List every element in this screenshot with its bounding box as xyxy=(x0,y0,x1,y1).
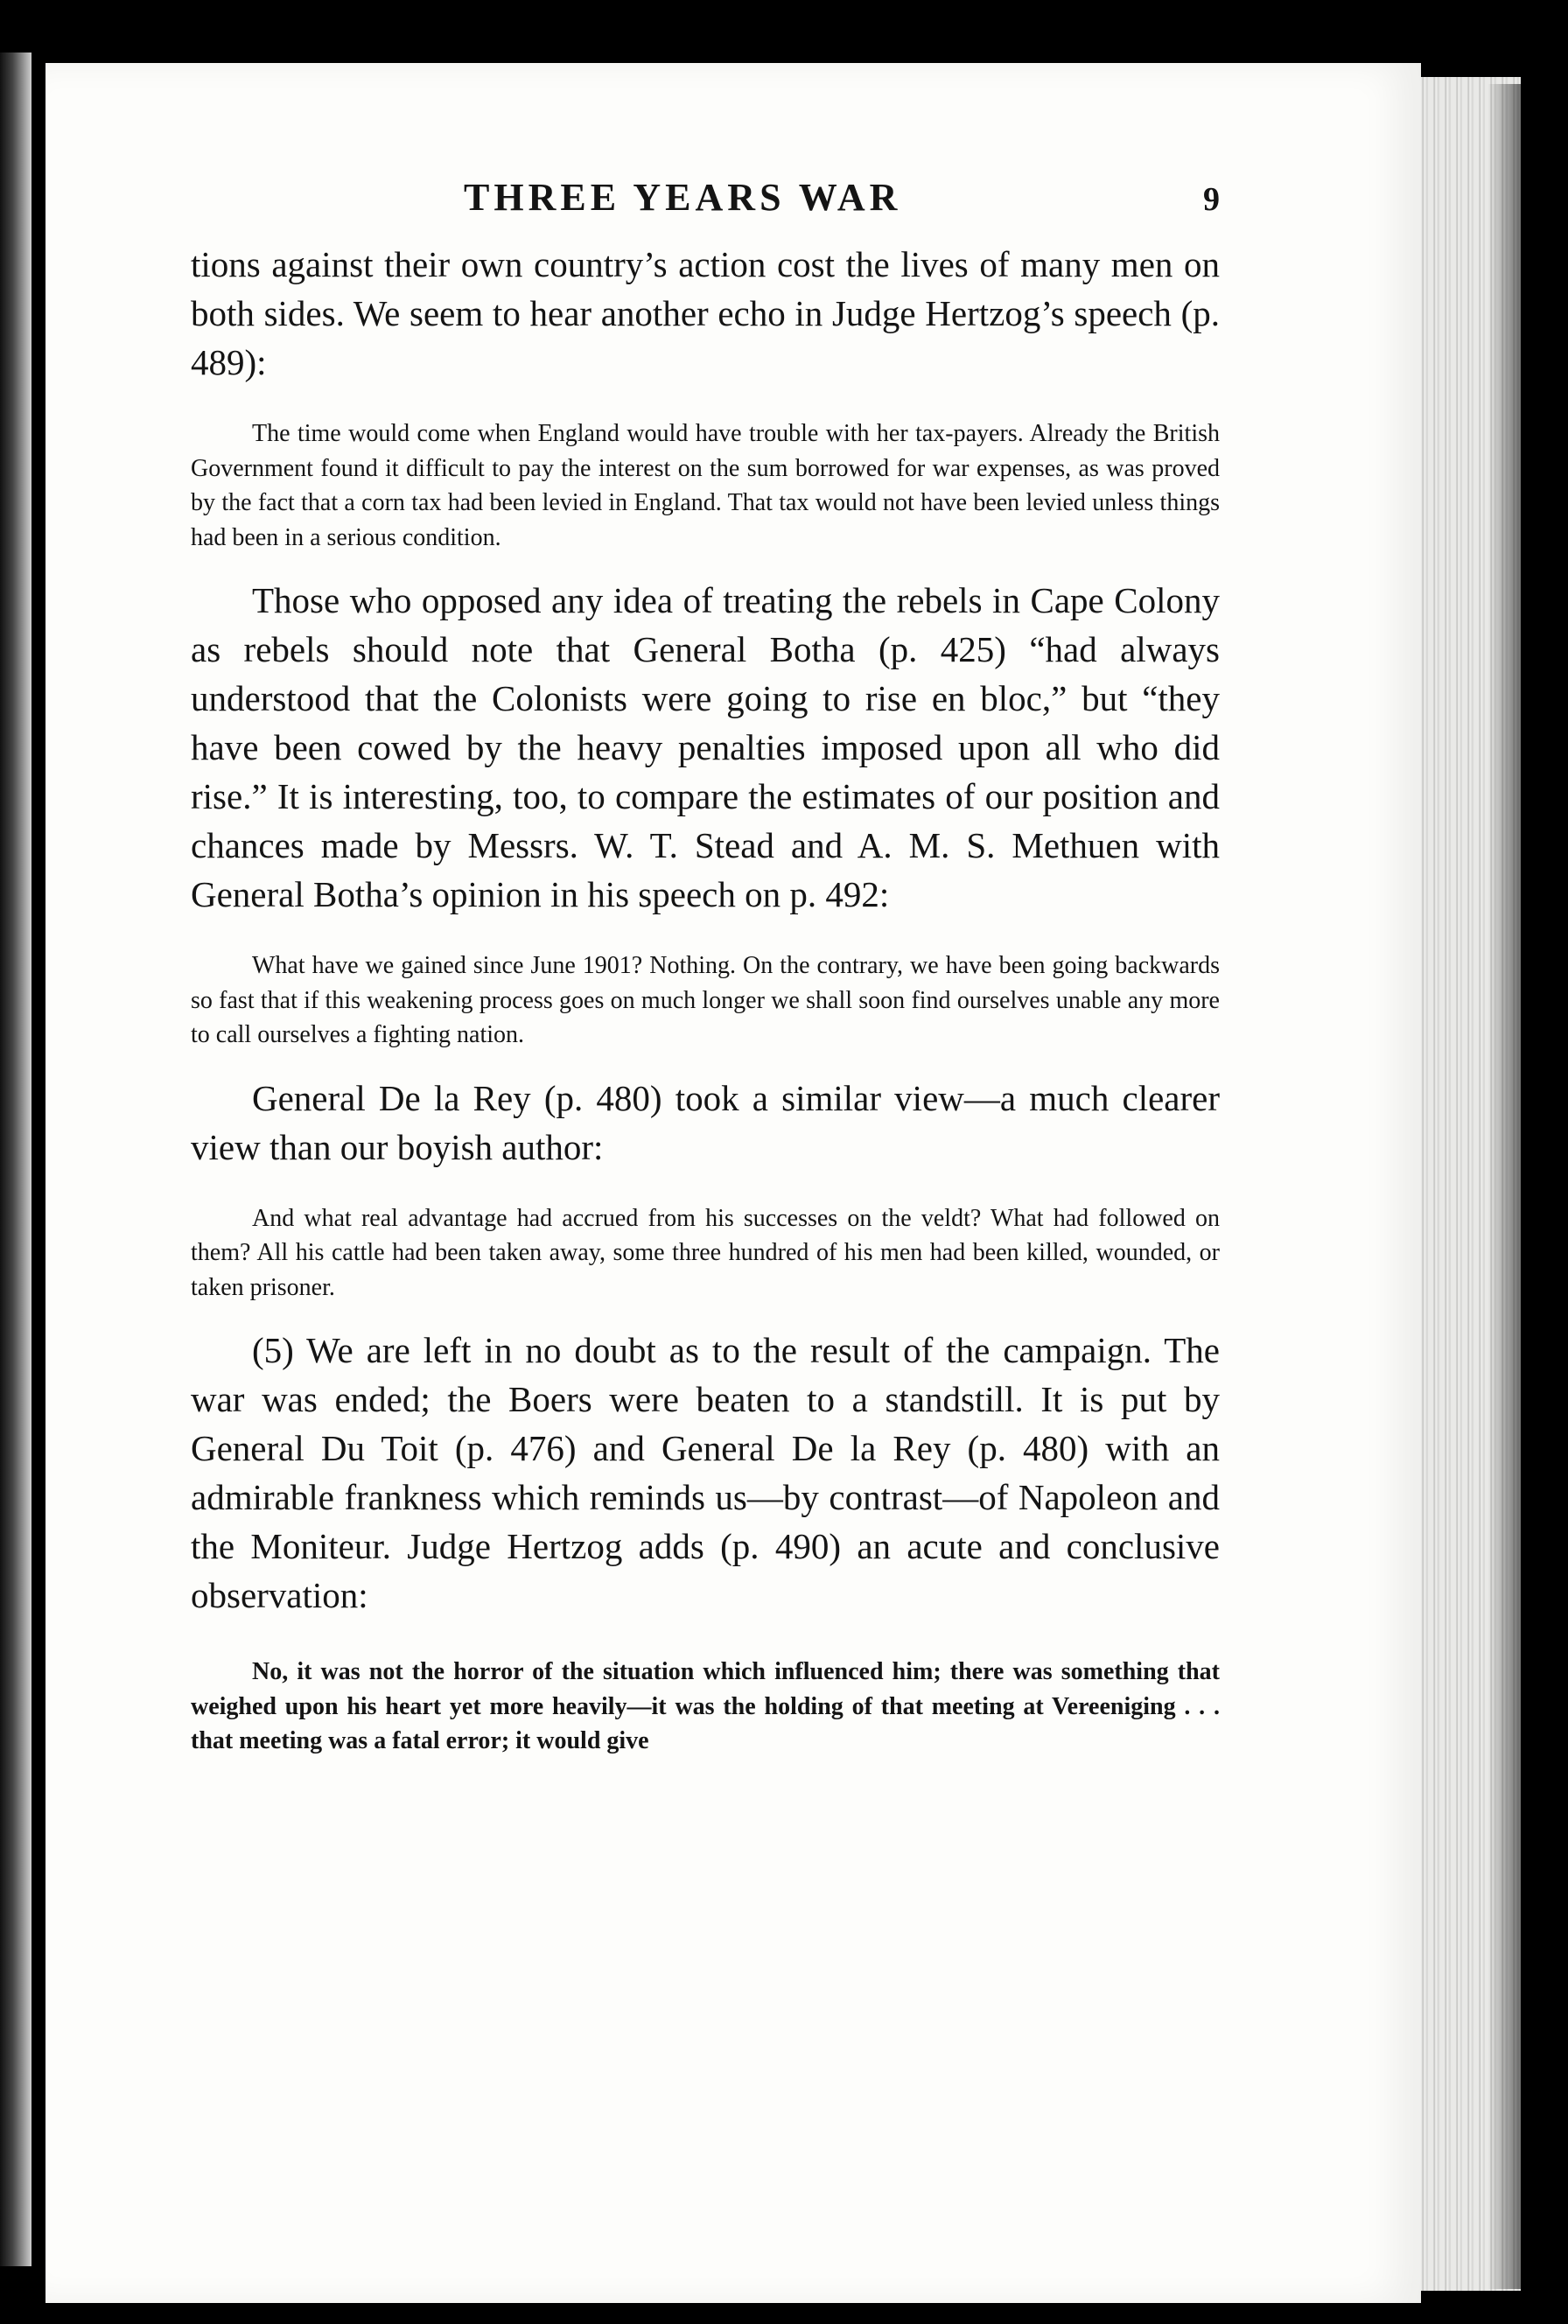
book-edge-shadow xyxy=(1488,84,1522,2289)
quotation-1: The time would come when England would have trouble with her tax-payers. Already the British Government found it difficult to pay the interest on the sum borrowed for war expenses, as was proved by the fact that a corn tax had been levied in England. That tax would not have been levied unless things had been in a serious condition. xyxy=(191,420,1220,551)
quotation-2: What have we gained since June 1901? Nothing. On the contrary, we have been going backwards so fast that if this weakening process goes on much longer we shall soon find ourselves unable any more to call ourselves a fighting nation. xyxy=(191,952,1220,1048)
quotation-4: No, it was not the horror of the situation which influenced him; there was something that weighed upon his heart yet more heavily—it was the holding of that meeting at Vereeniging . . . that meeting was a fatal error; it would give xyxy=(191,1658,1220,1754)
running-title: THREE YEARS WAR xyxy=(464,176,902,219)
quotation-3: And what real advantage had accrued from his successes on the veldt? What had followed on them? All his cattle had been taken away, some three hundred of his men had been killed, wounded, or taken prisoner. xyxy=(191,1204,1220,1301)
paragraph-2: Those who opposed any idea of treating the rebels in Cape Colony as rebels should note that General Botha (p. 425) “had always understood that the Colonists were going to rise en bloc,” but “they have been cowed by the heavy penalties imposed upon all who did rise.” It is interesting, too, to compare the estimates of our position and chances made by Messrs. W. T. Stead and A. M. S. Methuen with General Botha’s opinion in his speech on p. 492: xyxy=(191,580,1220,914)
paragraph-1: tions against their own country’s action cost the lives of many men on both sides. We seem to hear another echo in Judge Hertzog’s speech (p. 489): xyxy=(191,244,1220,382)
page-text-block xyxy=(191,175,1220,1780)
book-left-edge xyxy=(0,52,32,2266)
paragraph-3: General De la Rey (p. 480) took a similar view—a much clearer view than our boyish author: xyxy=(191,1077,1220,1167)
paragraph-4: (5) We are left in no doubt as to the result of the campaign. The war was ended; the Boers were beaten to a standstill. It is put by General Du Toit (p. 476) and General De la Rey (p. 480) with an admirable frankness which reminds us—by contrast—of Napoleon and the Moniteur. Judge Hertzog adds (p. 490) an acute and conclusive observation: xyxy=(191,1330,1220,1615)
running-head xyxy=(191,175,1220,231)
page-number: 9 xyxy=(1203,181,1220,218)
